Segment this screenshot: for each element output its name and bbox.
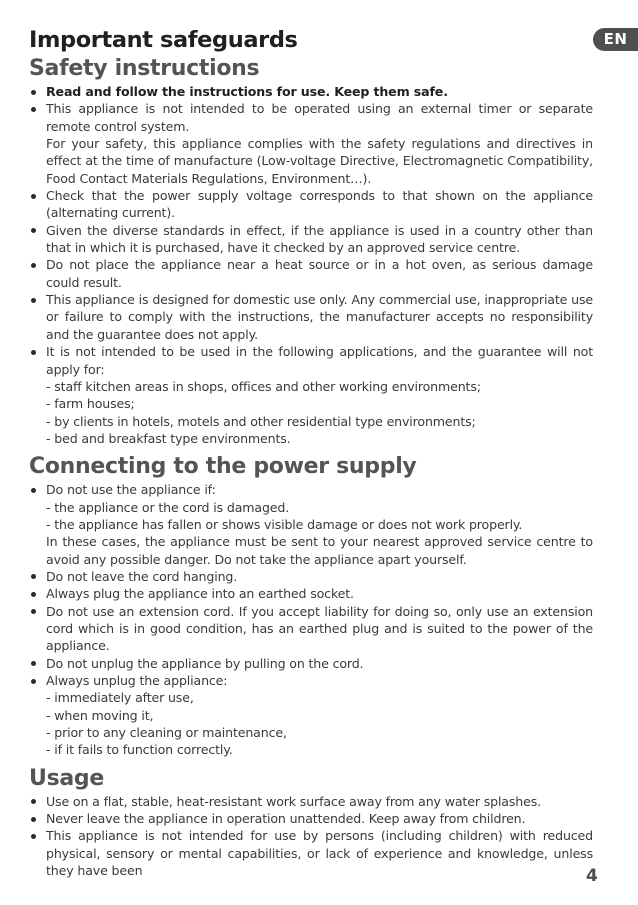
- sub-item-text: - by clients in hotels, motels and other residential type environments;: [46, 413, 476, 429]
- list-item-text: Do not unplug the appliance by pulling on the cord.: [46, 655, 364, 671]
- sub-item-text: - immediately after use,: [46, 690, 194, 706]
- list-item-text: Do not use the appliance if:: [46, 482, 216, 498]
- document-page: [29, 26, 593, 879]
- language-badge: EN: [593, 28, 638, 51]
- list-item-text: This appliance is not intended for use by persons (including children) with reduced physical, sensory or mental capabilities, or lack of experience and knowledge, unless they have been: [46, 828, 593, 879]
- sub-item-text: - the appliance has fallen or shows visible damage or does not work properly.: [46, 516, 523, 532]
- section-title-power: Connecting to the power supply: [29, 454, 417, 480]
- list-item-text: Do not use an extension cord. If you accept liability for doing so, only use an extension cord which is in good condition, has an earthed plug and is suited to the power of the appliance.: [46, 603, 593, 654]
- safety-list: [29, 83, 593, 447]
- list-item-text: Given the diverse standards in effect, if the appliance is used in a country other than that in which it is purchased, have it checked by an approved service centre.: [46, 222, 593, 256]
- list-item: [29, 793, 593, 810]
- list-item: [29, 100, 593, 187]
- list-item: [29, 343, 593, 447]
- sub-item-text: - when moving it,: [46, 707, 154, 723]
- section-title-usage: Usage: [29, 765, 104, 791]
- list-item-text: Do not leave the cord hanging.: [46, 568, 238, 584]
- list-item: [29, 655, 593, 672]
- list-item-text: In these cases, the appliance must be sent to your nearest approved service centre to avoid any possible danger. Do not take the appliance apart yourself.: [46, 534, 593, 567]
- list-item-text: Always unplug the appliance:: [46, 673, 228, 688]
- list-item: [29, 256, 593, 291]
- sub-item-text: - staff kitchen areas in shops, offices and other working environments;: [46, 378, 481, 394]
- list-item: [29, 222, 593, 257]
- list-item: [29, 585, 593, 602]
- power-list: [29, 481, 593, 759]
- sub-item-text: - if it fails to function correctly.: [46, 742, 233, 758]
- list-item: [29, 187, 593, 222]
- list-item: [29, 568, 593, 585]
- list-item-text: Always plug the appliance into an earthed socket.: [46, 586, 354, 602]
- list-item-text: Do not place the appliance near a heat source or in a hot oven, as serious damage could result.: [46, 257, 593, 290]
- list-item: [29, 827, 593, 879]
- page-number: 4: [586, 866, 598, 886]
- sub-item-text: - farm houses;: [46, 396, 135, 412]
- list-item-text: Use on a flat, stable, heat-resistant work surface away from any water splashes.: [46, 793, 541, 809]
- usage-list: [29, 793, 593, 880]
- list-item: [29, 481, 593, 568]
- sub-item-text: - prior to any cleaning or maintenance,: [46, 725, 287, 741]
- list-item-text: For your safety, this appliance complies with the safety regulations and directives in effect at the time of manufacture (Low-voltage Directive, Electromagnetic Compatibility, Food Contact Materials Regulations, Environment…).: [46, 136, 593, 186]
- list-item: [29, 603, 593, 655]
- sub-item-text: - bed and breakfast type environments.: [46, 430, 291, 446]
- sub-item-text: - the appliance or the cord is damaged.: [46, 499, 290, 515]
- list-item-text: It is not intended to be used in the following applications, and the guarantee will not apply for:: [46, 344, 593, 377]
- list-item: [29, 291, 593, 343]
- section-title-safety: Safety instructions: [29, 56, 260, 81]
- list-item-text: Read and follow the instructions for use. Keep them safe.: [46, 84, 448, 99]
- list-item-text: Check that the power supply voltage corresponds to that shown on the appliance (alternating current).: [46, 188, 593, 221]
- list-item-text: This appliance is designed for domestic use only. Any commercial use, inappropriate use or failure to comply with the instructions, the manufacturer accepts no responsibility and the guarantee does not apply.: [46, 292, 593, 342]
- list-item: [29, 672, 593, 759]
- page-title: Important safeguards: [29, 27, 298, 53]
- list-item: [29, 810, 593, 827]
- list-item-text: Never leave the appliance in operation unattended. Keep away from children.: [46, 811, 526, 827]
- list-item: [29, 83, 593, 100]
- list-item-text: This appliance is not intended to be operated using an external timer or separate remote control system.: [46, 101, 593, 134]
